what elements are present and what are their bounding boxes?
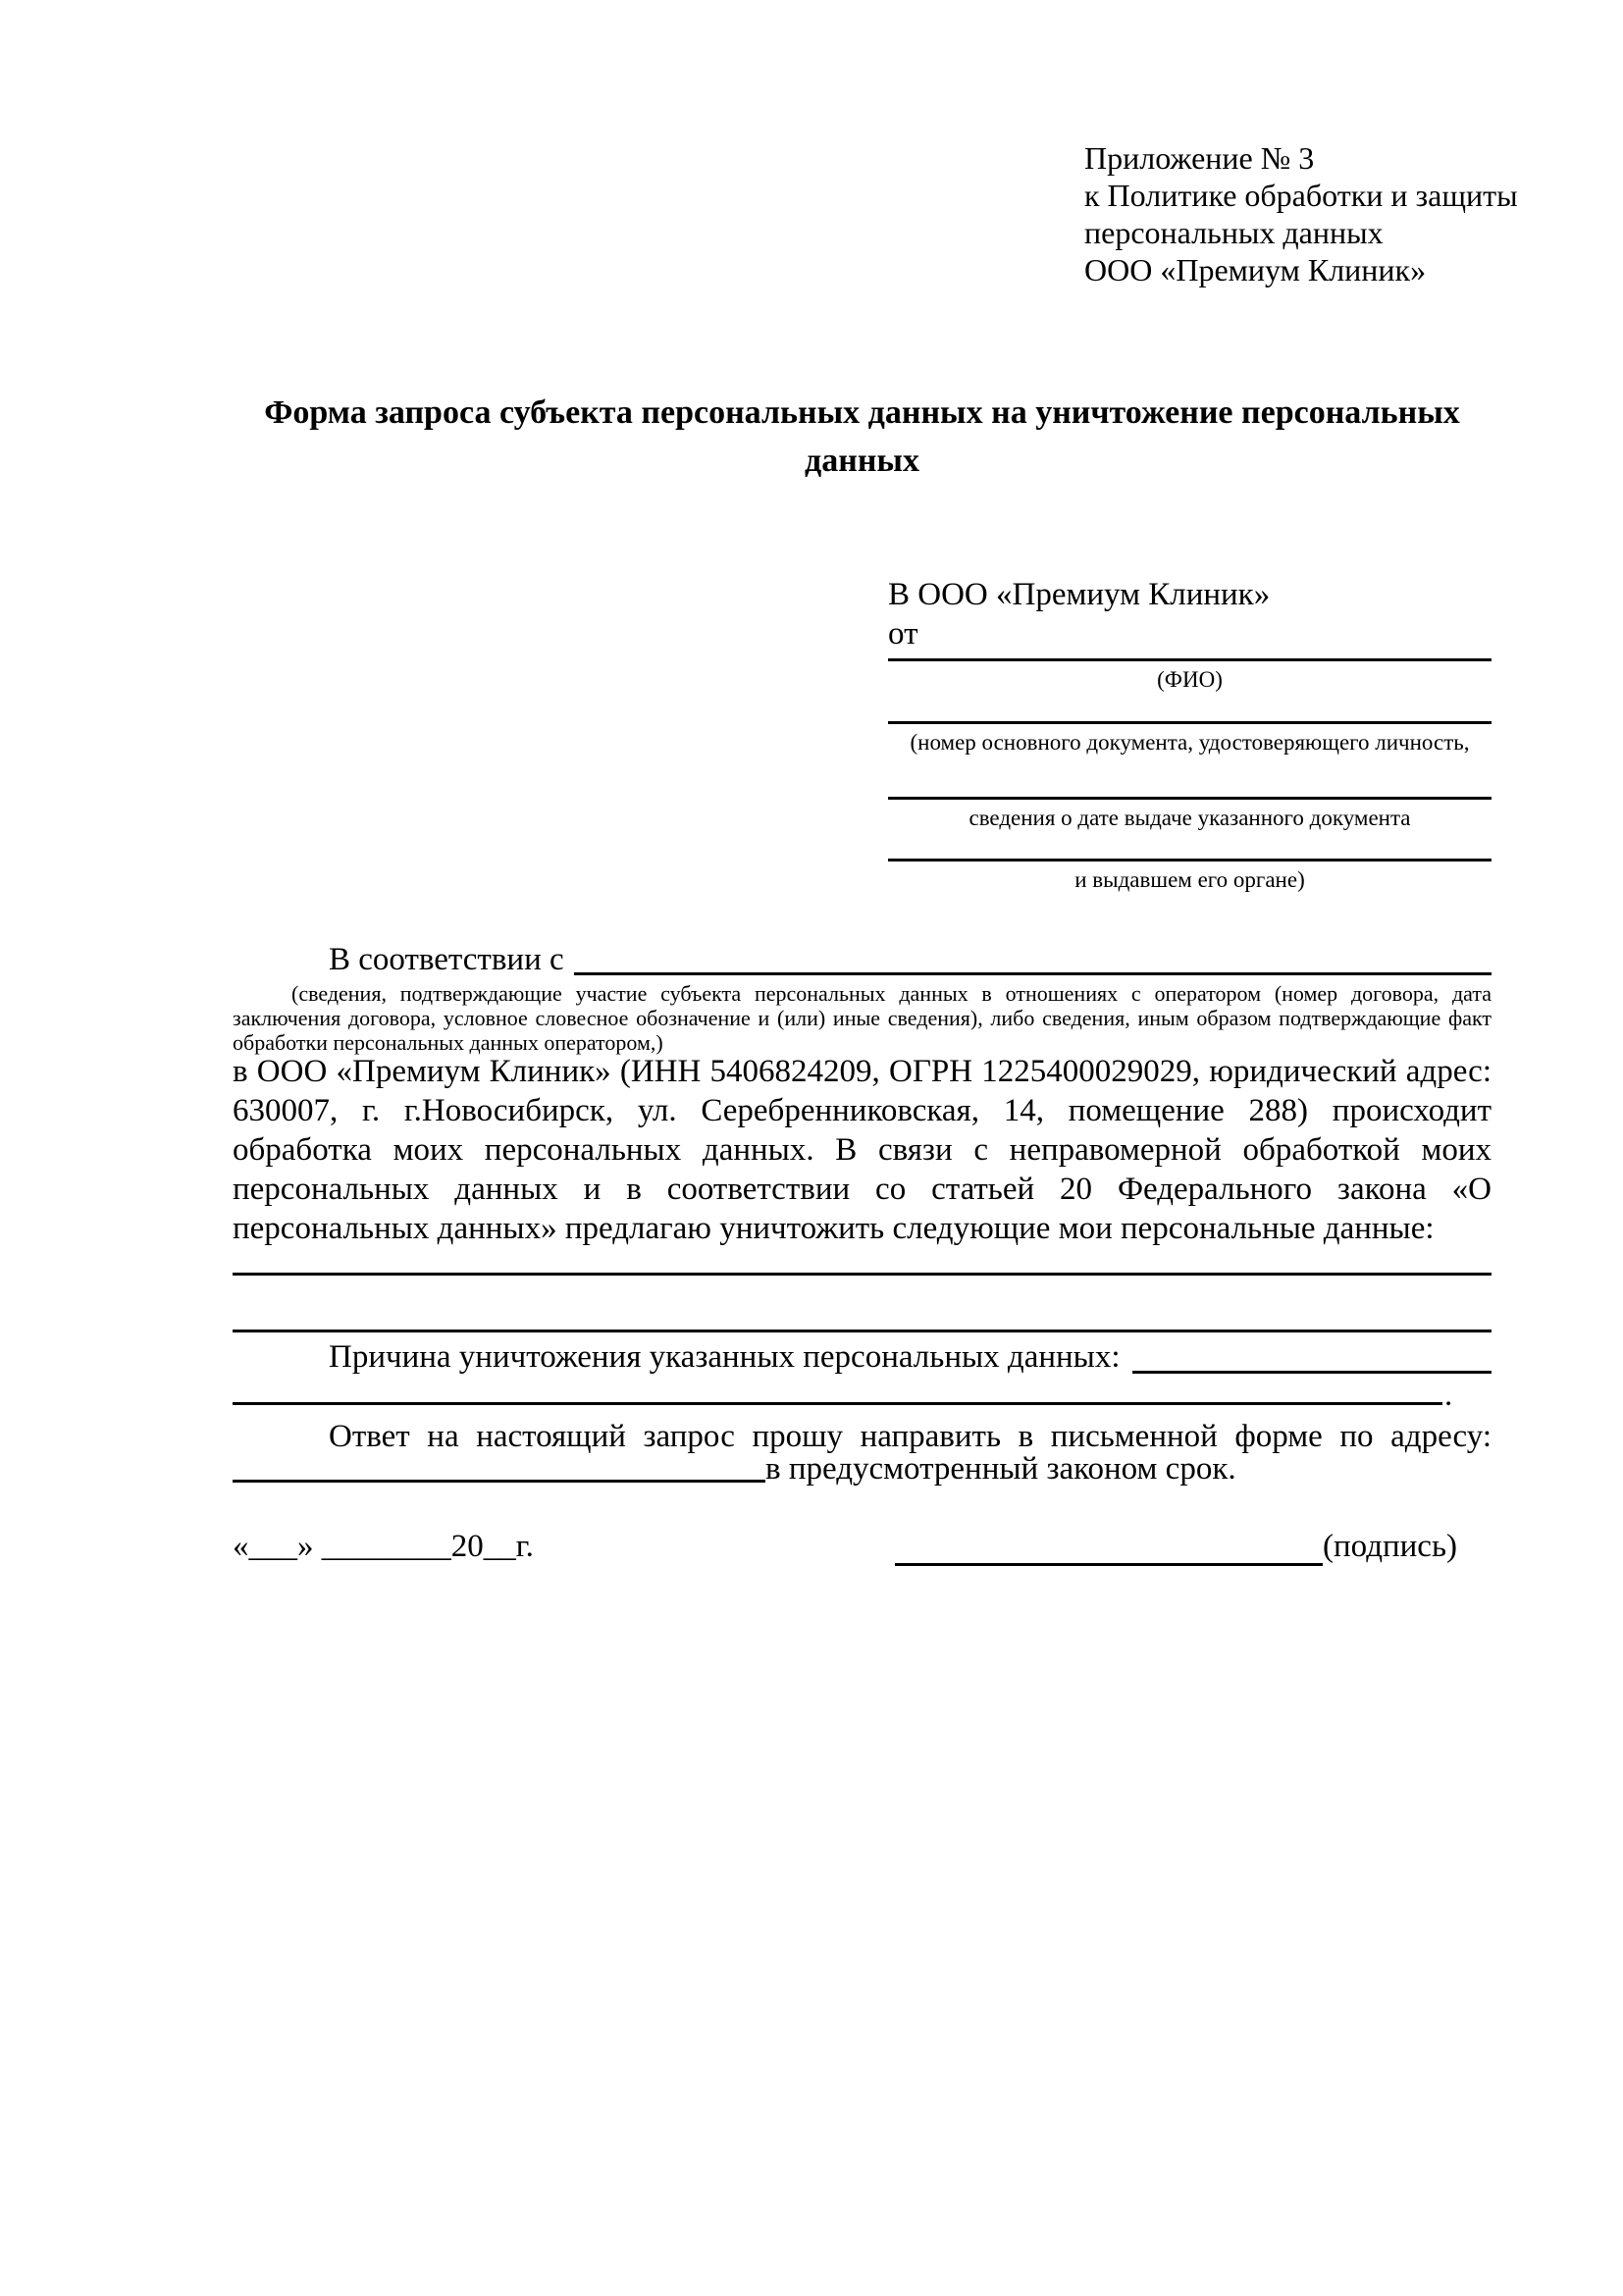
doc-issuer-caption: и выдавшем его органе) [1074,867,1305,892]
reason-blank-line [1132,1337,1492,1374]
according-row [233,940,1492,979]
doc-issue-date-caption: сведения о дате выдаче указанного документа [969,806,1411,830]
reason-row [233,1337,1492,1377]
response-sentence: Ответ на настоящий запрос прошу направить в письменной форме по адресу: [329,1419,1492,1454]
doc-number-caption: (номер основного документа, удостоверяющего личность, [910,730,1470,755]
addressee-from-label: от [888,616,918,652]
fio-caption: (ФИО) [1157,667,1223,692]
according-caption: (сведения, подтверждающие участие субъекта персональных данных в отношениях с оператором (номер договора, дата заключения договора, условное словесное обозначение и (или) иные сведения), либо сведения, иным образом подтверждающие факт обработки персональных данных оператором,) [233,981,1492,1055]
reason-label: Причина уничтожения указанных персональных данных: [329,1339,1121,1375]
appendix-header-line-2: к Политике обработки и защиты [1084,178,1518,213]
doc-issuer-blank-line [888,859,1492,861]
date-line: «___» ________20__г. [233,1529,534,1564]
data-blank-line-2 [233,1330,1492,1332]
response-address-row [233,1449,1492,1488]
according-blank-line [574,940,1492,975]
appendix-header-line-1: Приложение № 3 [1084,140,1315,176]
reason-blank-line-2 [233,1402,1442,1405]
signature-row [895,1527,1457,1566]
appendix-header-line-4: ООО «Премиум Клиник» [1084,252,1427,287]
according-label: В соответствии с [329,942,564,977]
response-tail: в предусмотренный законом срок. [765,1451,1236,1487]
doc-number-blank-line [888,721,1492,724]
data-blank-line-1 [233,1273,1492,1276]
addressee-to: В ООО «Премиум Клиник» [888,577,1271,612]
main-paragraph: в ООО «Премиум Клиник» (ИНН 5406824209, ОГРН 1225400029029, юридический адрес: 630007, г. г.Новосибирск, ул. Серебренниковская, 14, помещение 288) происходит обработка моих персональных данных. В связи с неправомерной обработкой моих персональных данных и в соответствии со статьей 20 Федерального закона «О персональных данных» предлагаю уничтожить следующие мои персональные данные: [233,1054,1492,1246]
reason-line-period: . [1444,1378,1453,1413]
document-title: Форма запроса субъекта персональных данных на уничтожение персональных данных [264,394,1460,479]
doc-issue-date-blank-line [888,797,1492,800]
fio-blank-line [888,658,1492,661]
signature-blank-line [895,1527,1323,1566]
appendix-header [1084,139,1518,288]
appendix-header-line-3: персональных данных [1084,215,1384,250]
signature-caption: (подпись) [1323,1529,1457,1564]
address-blank-line [233,1449,765,1483]
